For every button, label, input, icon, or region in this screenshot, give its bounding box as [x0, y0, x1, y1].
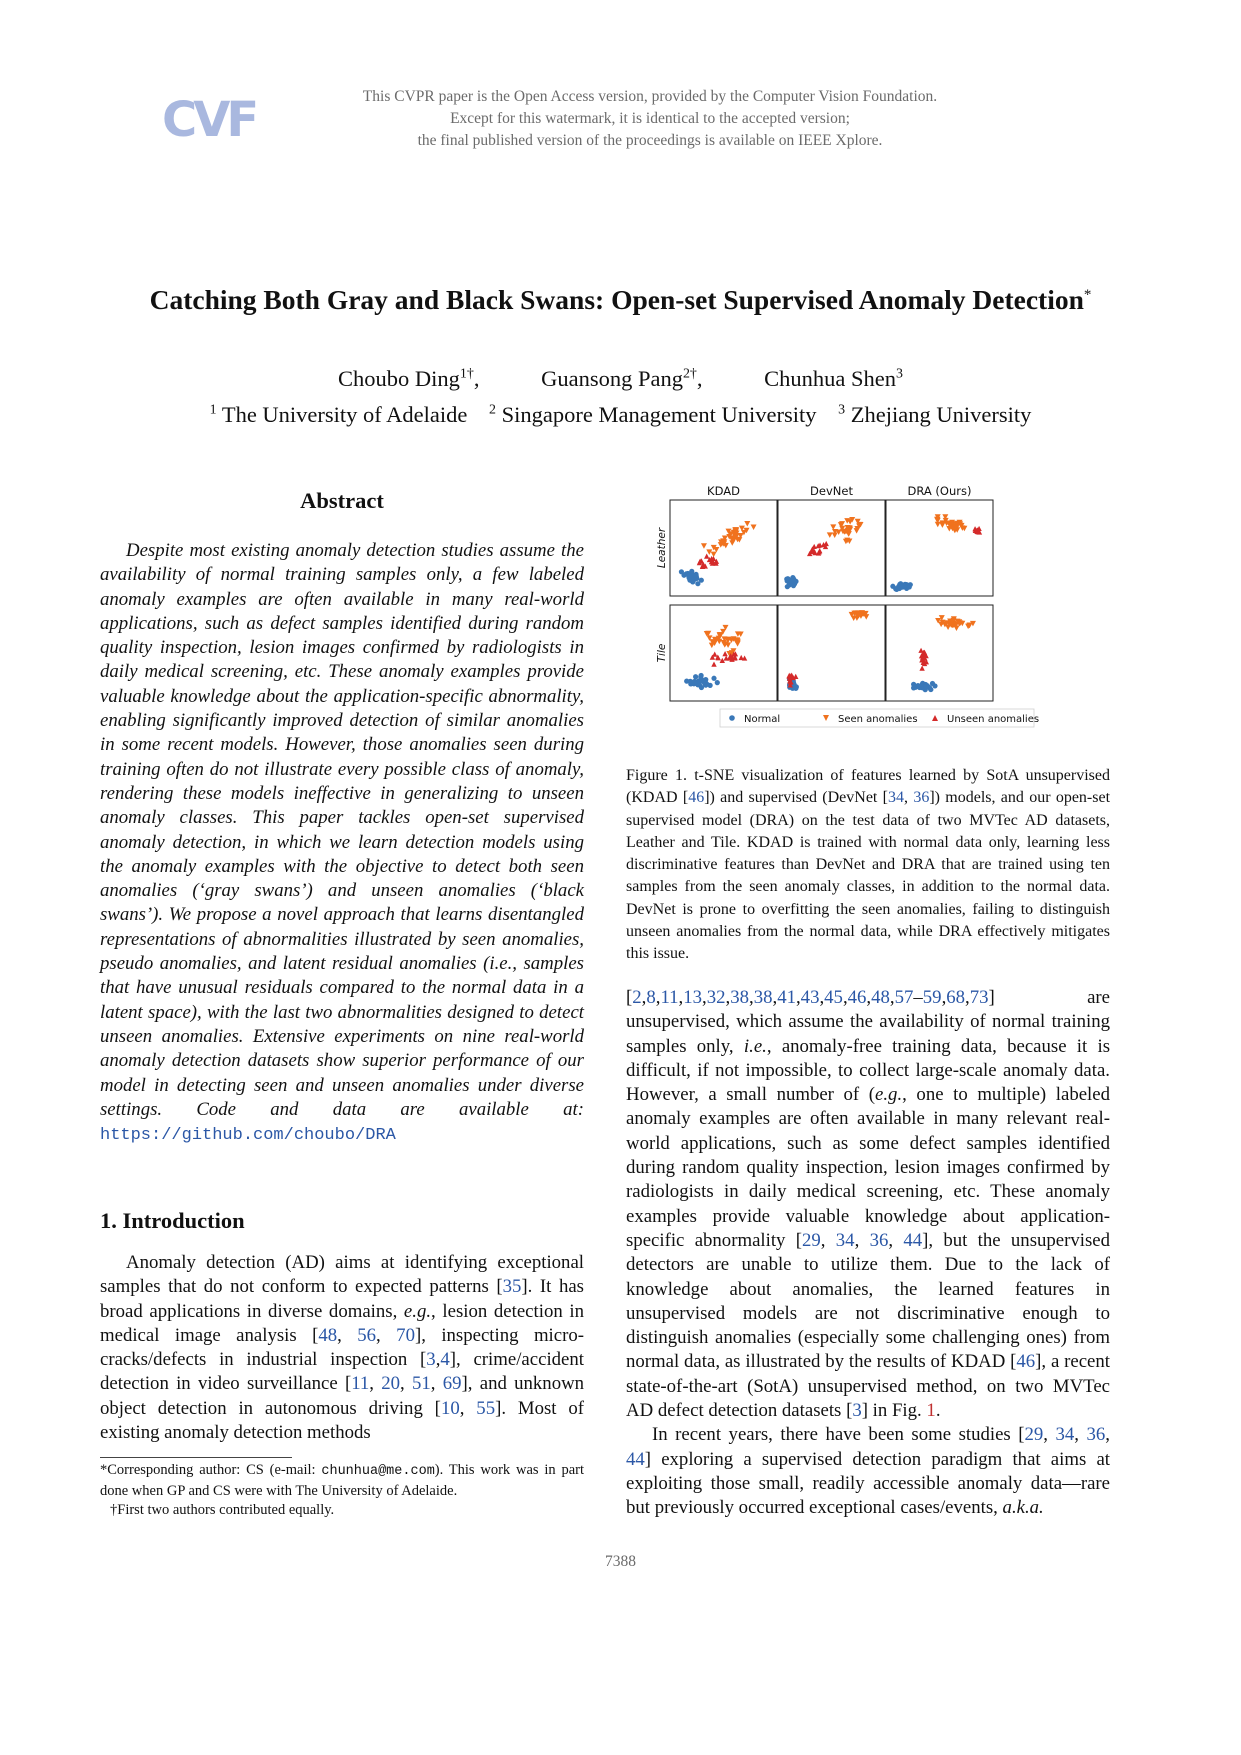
legend-normal-marker	[729, 715, 735, 721]
citation-link[interactable]: 51	[412, 1373, 431, 1395]
figure-1-caption: Figure 1. t-SNE visualization of features learned by SotA unsupervised (KDAD [46]) and supervised (DevNet [34, 36]) models, and our open-set supervised model (DRA) on the test data of two MVTec AD datasets, Leather and Tile. KDAD is trained with normal data only, learning less discriminative features than DevNet and DRA that are trained using ten samples from the seen anomaly classes, in addition to the normal data. DevNet is prone to overfitting the seen anomalies, failing to distinguish unseen anomalies from the normal data, while DRA effectively mitigates this issue.	[626, 767, 1111, 963]
normal-point	[697, 679, 702, 684]
citation-link[interactable]: 3	[852, 1400, 862, 1422]
citation-link[interactable]: 41	[777, 987, 796, 1008]
footnotes	[100, 1461, 584, 1521]
citation-link[interactable]: 29	[802, 1229, 821, 1251]
legend-unseen-label: Unseen anomalies	[947, 714, 1040, 725]
citation-link[interactable]: 70	[396, 1324, 415, 1346]
introduction-paragraph: Anomaly detection (AD) aims at identifying exceptional samples that do not conform to expected patterns [35]. It has broad applications in diverse domains, e.g., lesion detection in medical image analysis [48, 56, 70], inspecting micro-cracks/defects in industrial inspection [3,4], crime/accident detection in video surveillance [11, 20, 51, 69], and unknown object detection in autonomous driving [10, 55]. Most of existing anomaly detection methods	[100, 1252, 585, 1444]
footnote-rule	[100, 1457, 292, 1458]
figure-link[interactable]: 1	[926, 1400, 936, 1422]
normal-point	[919, 683, 924, 688]
citation-link[interactable]: 3	[426, 1349, 436, 1371]
abstract-body: Despite most existing anomaly detection studies assume the availability of normal training samples only, a few labeled anomaly examples are often available in many real-world applications, such as defect samples identified during random quality inspection, lesion images confirmed by radiologists in daily medical screening, etc. These anomaly examples provide valuable knowledge about the application-specific abnormality, enabling significantly improved detection of similar anomalies in some recent models. However, those anomalies seen during training often do not illustrate every possible class of anomaly, rendering these models ineffective in generalizing to unseen anomaly classes. This paper tackles open-set supervised anomaly detection, in which we learn detection models using the anomaly examples with the objective to detect both seen anomalies (‘gray swans’) and unseen anomalies (‘black swans’). We propose a novel approach that learns disentangled representations of abnormalities illustrated by seen anomalies, pseudo anomalies, and latent residual anomalies (i.e., samples that have unusual residuals compared to the normal data in a latent space), with the last two abnormalities designed to detect unseen anomalies. Extensive experiments on nine real-world anomaly detection datasets show superior performance of our model in detecting seen and unseen anomalies under diverse settings. Code and data are available at: https://github.com/choubo/DRA	[100, 540, 584, 1146]
introduction-continued	[626, 986, 1110, 1521]
citation-link[interactable]: 34	[1055, 1424, 1075, 1446]
citation-link[interactable]: 56	[357, 1324, 377, 1346]
citation-link[interactable]: 38	[730, 987, 749, 1008]
normal-point	[703, 677, 708, 682]
citation-link[interactable]: 11	[660, 987, 679, 1008]
normal-point	[693, 674, 698, 679]
author: Chunhua Shen$^3$	[764, 366, 903, 391]
citation-link[interactable]: 34	[835, 1229, 855, 1251]
paragraph: In recent years, there have been some studies [29, 34, 36, 44] exploring a supervised detection paradigm that aims at exploiting those small, readily accessible anomaly data—rare but previously occurred exceptional cases/events, a.k.a.	[626, 1424, 1110, 1519]
citation-link[interactable]: 35	[502, 1276, 522, 1298]
figure-1-tsne	[656, 483, 1070, 753]
code-link[interactable]: https://github.com/choubo/DRA	[100, 1126, 396, 1146]
citation-link[interactable]: 36	[869, 1229, 889, 1251]
citation-link[interactable]: 29	[1024, 1424, 1044, 1446]
author: Choubo Ding$^{1\dagger}$,	[338, 366, 480, 391]
page-number: 7388	[605, 1553, 636, 1570]
author-list	[60, 366, 1181, 392]
citation-link[interactable]: 11	[351, 1373, 370, 1395]
citation-link[interactable]: 46	[847, 987, 867, 1008]
citation-link[interactable]: 44	[903, 1229, 923, 1251]
affiliation: $^3$ Zhejiang University	[838, 402, 1032, 427]
affiliation: $^2$ Singapore Management University	[489, 402, 817, 427]
footnote-corresponding-author: *Corresponding author: CS (e-mail: chunhua@me.com). This work was in part done when GP and CS were with The University of Adelaide.	[100, 1462, 584, 1499]
citation-link[interactable]: 36	[913, 789, 930, 807]
normal-point	[704, 682, 709, 687]
citation-link[interactable]: 55	[476, 1397, 496, 1419]
legend-normal-label: Normal	[744, 714, 781, 725]
author: Guansong Pang$^{2\dagger}$,	[541, 366, 703, 391]
panel-title: DRA (Ours)	[907, 484, 972, 498]
open-access-watermark	[260, 86, 1040, 152]
normal-point	[899, 583, 904, 588]
section-heading-introduction: 1. Introduction	[100, 1208, 245, 1233]
affiliation: $^1$ The University of Adelaide	[209, 402, 468, 427]
citation-link[interactable]: 48	[318, 1324, 338, 1346]
cvf-logo	[160, 90, 256, 148]
normal-point	[794, 684, 799, 689]
citation-link[interactable]: 43	[800, 987, 820, 1008]
normal-point	[689, 578, 694, 583]
affiliation-list	[60, 402, 1181, 428]
watermark-line-2: Except for this watermark, it is identical to the accepted version;	[450, 110, 850, 127]
citation-link[interactable]: 32	[706, 987, 726, 1008]
normal-point	[893, 586, 898, 591]
citation-link[interactable]: 73	[969, 987, 989, 1008]
normal-point	[689, 570, 694, 575]
normal-point	[789, 578, 794, 583]
paper-title: Catching Both Gray and Black Swans: Open-set Supervised Anomaly Detection*	[149, 284, 1092, 315]
normal-point	[932, 683, 937, 688]
normal-point	[907, 584, 912, 589]
citation-link[interactable]: 45	[824, 987, 843, 1008]
citation-link[interactable]: 2	[632, 987, 642, 1008]
normal-point	[679, 569, 684, 574]
normal-point	[698, 674, 703, 679]
citation-link[interactable]: 34	[888, 789, 904, 807]
citation-link[interactable]: 36	[1086, 1424, 1106, 1446]
legend-seen-label: Seen anomalies	[838, 714, 918, 725]
scatter-panel	[670, 500, 777, 596]
normal-point	[692, 679, 697, 684]
paragraph: [2,8,11,13,32,38,38,41,43,45,46,48,57–59,68,73] are unsupervised, which assume the availability of normal training samples only, i.e., anomaly-free training data, because it is difficult, if not impossible, to collect large-scale anomaly data. However, a small number of (e.g., one to multiple) labeled anomaly examples are often available in many relevant real-world applications, such as some defect samples identified during random quality inspection, lesion images confirmed by radiologists in daily medical screening, etc. These anomaly examples provide valuable knowledge about application-specific abnormality [29, 34, 36, 44], but the unsupervised detectors are unable to utilize them. Due to the lack of knowledge about anomalies, the learned features in unsupervised models are not discriminative enough to distinguish anomalies (especially some challenging ones) from normal data, as illustrated by the results of KDAD [46], a recent state-of-the-art (SotA) unsupervised method, on two MVTec AD defect detection datasets [3] in Fig. 1.	[626, 987, 1111, 1422]
citation-link[interactable]: 4	[440, 1349, 450, 1371]
svg-text:CVF: CVF	[162, 92, 256, 148]
citation-link[interactable]: 10	[440, 1397, 460, 1419]
panel-title: DevNet	[810, 484, 853, 498]
normal-point	[715, 680, 720, 685]
panel-title: KDAD	[707, 484, 740, 498]
citation-link[interactable]: 68	[946, 987, 966, 1008]
citation-link[interactable]: 69	[442, 1373, 462, 1395]
citation-link[interactable]: 46	[1016, 1351, 1036, 1373]
citation-link[interactable]: 8	[646, 987, 656, 1008]
citation-link[interactable]: 13	[683, 987, 703, 1008]
scatter-panel	[670, 605, 777, 701]
normal-point	[711, 676, 716, 681]
citation-link[interactable]: 59	[922, 987, 942, 1008]
abstract-heading: Abstract	[300, 488, 384, 513]
citation-link[interactable]: 46	[688, 789, 705, 807]
watermark-line-3: the final published version of the proceedings is available on IEEE Xplore.	[417, 132, 883, 149]
row-label: Tile	[656, 643, 668, 663]
normal-point	[911, 682, 916, 687]
citation-link[interactable]: 38	[753, 987, 773, 1008]
watermark-line-1: This CVPR paper is the Open Access version, provided by the Computer Vision Foundation.	[362, 88, 938, 105]
citation-link[interactable]: 48	[871, 987, 890, 1008]
footnote-equal-contribution: †First two authors contributed equally.	[110, 1502, 335, 1519]
citation-link[interactable]: 57	[894, 987, 914, 1008]
normal-point	[699, 578, 704, 583]
citation-link[interactable]: 20	[381, 1373, 401, 1395]
normal-point	[928, 687, 933, 692]
normal-point	[924, 684, 929, 689]
normal-point	[699, 685, 704, 690]
citation-link[interactable]: 44	[626, 1448, 645, 1470]
normal-point	[791, 583, 796, 588]
row-label: Leather	[656, 527, 668, 569]
